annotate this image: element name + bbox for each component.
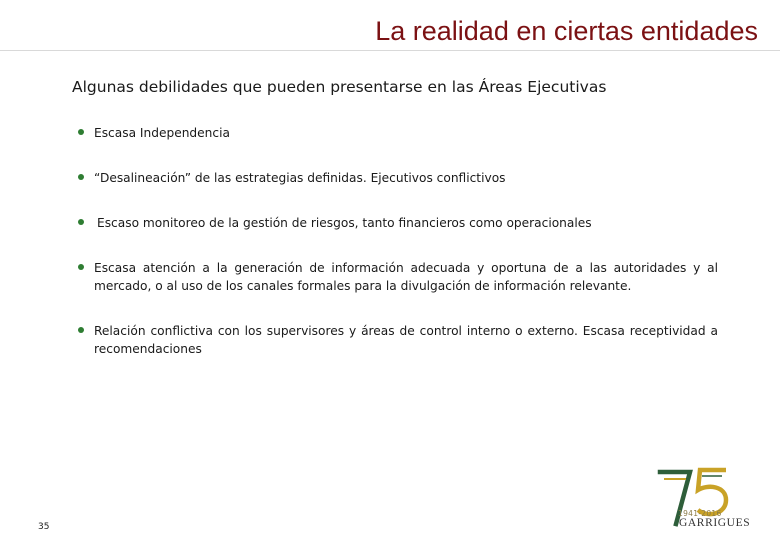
bullet-icon [78, 129, 84, 135]
section-subtitle: Algunas debilidades que pueden presentarse en las Áreas Ejecutivas [72, 78, 607, 96]
bullet-icon [78, 264, 84, 270]
page-title: La realidad en ciertas entidades [375, 16, 758, 46]
bullet-item [72, 124, 718, 142]
bullet-text: Escaso monitoreo de la gestión de riesgos, tanto financieros como operacionales [97, 216, 592, 230]
bullet-text: “Desalineación” de las estrategias definidas. Ejecutivos conflictivos [94, 171, 506, 185]
bullet-icon [78, 174, 84, 180]
bullet-item [72, 322, 718, 358]
bullet-icon [78, 327, 84, 333]
bullet-text: Relación conflictiva con los supervisores y áreas de control interno o externo. Escasa receptividad a recomendaciones [94, 324, 718, 356]
bullet-item [72, 214, 718, 232]
bullet-text: Escasa Independencia [94, 126, 230, 140]
logo-years: 1941-2016 [678, 509, 722, 518]
bullet-icon [78, 219, 84, 225]
bullet-item [72, 259, 718, 295]
page-number: 35 [38, 522, 50, 532]
bullet-list [72, 124, 718, 385]
logo-name: GARRIGUES [679, 517, 751, 529]
bullet-text: Escasa atención a la generación de información adecuada y oportuna de a las autoridades y al mercado, o al uso de los canales formales para la divulgación de información relevante. [94, 261, 718, 293]
bullet-item [72, 169, 718, 187]
title-divider [0, 50, 780, 51]
